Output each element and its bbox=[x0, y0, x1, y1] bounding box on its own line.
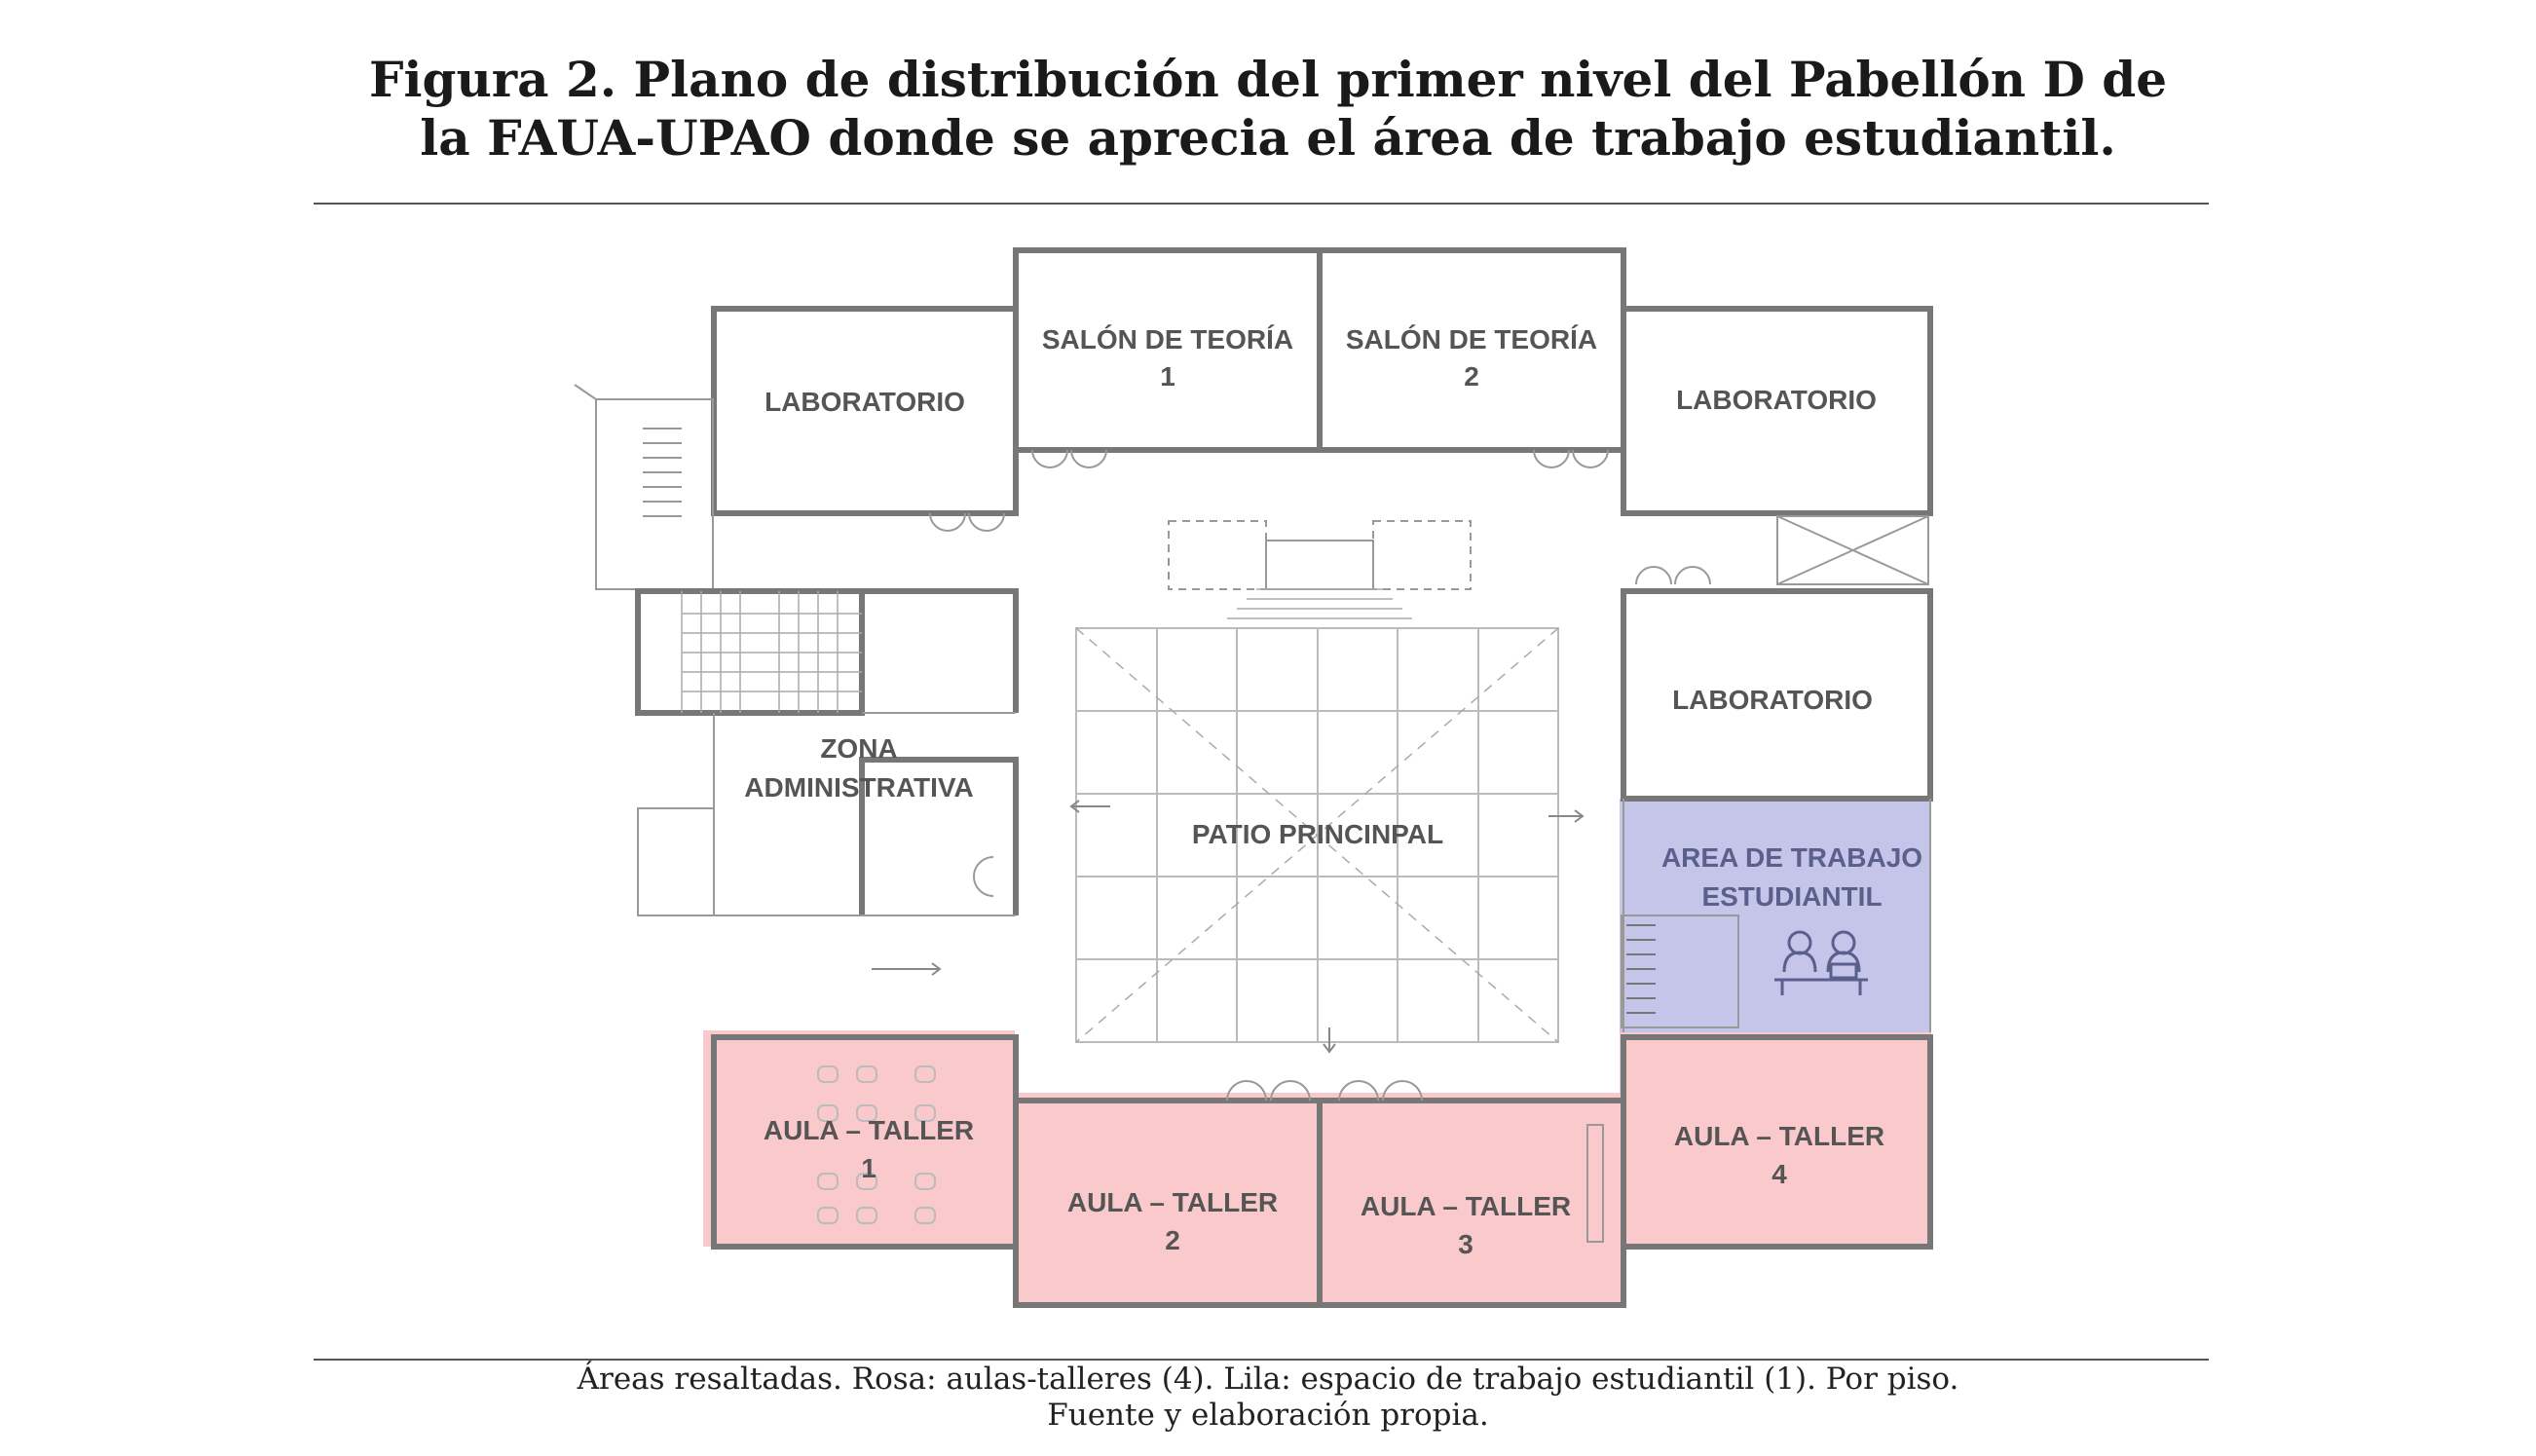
label-aula-3-line-1: AULA – TALLER bbox=[1360, 1191, 1572, 1221]
left-stair bbox=[575, 385, 713, 589]
label-patio: PATIO PRINCINPAL bbox=[1191, 819, 1444, 849]
label-aula-1-line-1: AULA – TALLER bbox=[763, 1115, 975, 1145]
label-aula-2-line-2: 2 bbox=[1165, 1225, 1180, 1255]
caption-line-1: Áreas resaltadas. Rosa: aulas-talleres (4). Lila: espacio de trabajo estudiantil (1). Por piso. bbox=[577, 1362, 1959, 1397]
label-salon-1-line-1: SALÓN DE TEORÍA bbox=[1041, 324, 1294, 355]
figure-caption bbox=[0, 1362, 2536, 1434]
label-salon-2-line-2: 2 bbox=[1464, 361, 1479, 392]
bottom-rule bbox=[314, 1359, 2209, 1361]
top-wing bbox=[714, 250, 1930, 584]
label-aula-1-line-2: 1 bbox=[861, 1153, 876, 1183]
figure-title-line-1: Figura 2. Plano de distribución del primer nivel del Pabellón D de bbox=[368, 51, 2168, 108]
central-stair bbox=[1169, 521, 1471, 618]
label-aula-3-line-2: 3 bbox=[1458, 1229, 1473, 1259]
caption-line-2: Fuente y elaboración propia. bbox=[1047, 1398, 1489, 1433]
label-admin-line-1: ZONA bbox=[820, 733, 898, 764]
label-salon-1-line-2: 1 bbox=[1160, 361, 1175, 392]
label-lab-top-right: LABORATORIO bbox=[1676, 385, 1877, 415]
label-lab-right-mid: LABORATORIO bbox=[1672, 685, 1873, 715]
label-admin-line-2: ADMINISTRATIVA bbox=[744, 772, 974, 803]
label-lab-top-left: LABORATORIO bbox=[765, 387, 965, 417]
label-salon-2-line-1: SALÓN DE TEORÍA bbox=[1345, 324, 1598, 355]
label-aula-4-line-2: 4 bbox=[1771, 1159, 1787, 1189]
label-aula-2-line-1: AULA – TALLER bbox=[1066, 1187, 1279, 1217]
label-work-area-line-1: AREA DE TRABAJO bbox=[1660, 842, 1923, 873]
label-aula-4-line-1: AULA – TALLER bbox=[1673, 1121, 1885, 1151]
label-work-area-line-2: ESTUDIANTIL bbox=[1701, 881, 1883, 912]
figure-title-line-2: la FAUA-UPAO donde se aprecia el área de trabajo estudiantil. bbox=[420, 109, 2116, 167]
